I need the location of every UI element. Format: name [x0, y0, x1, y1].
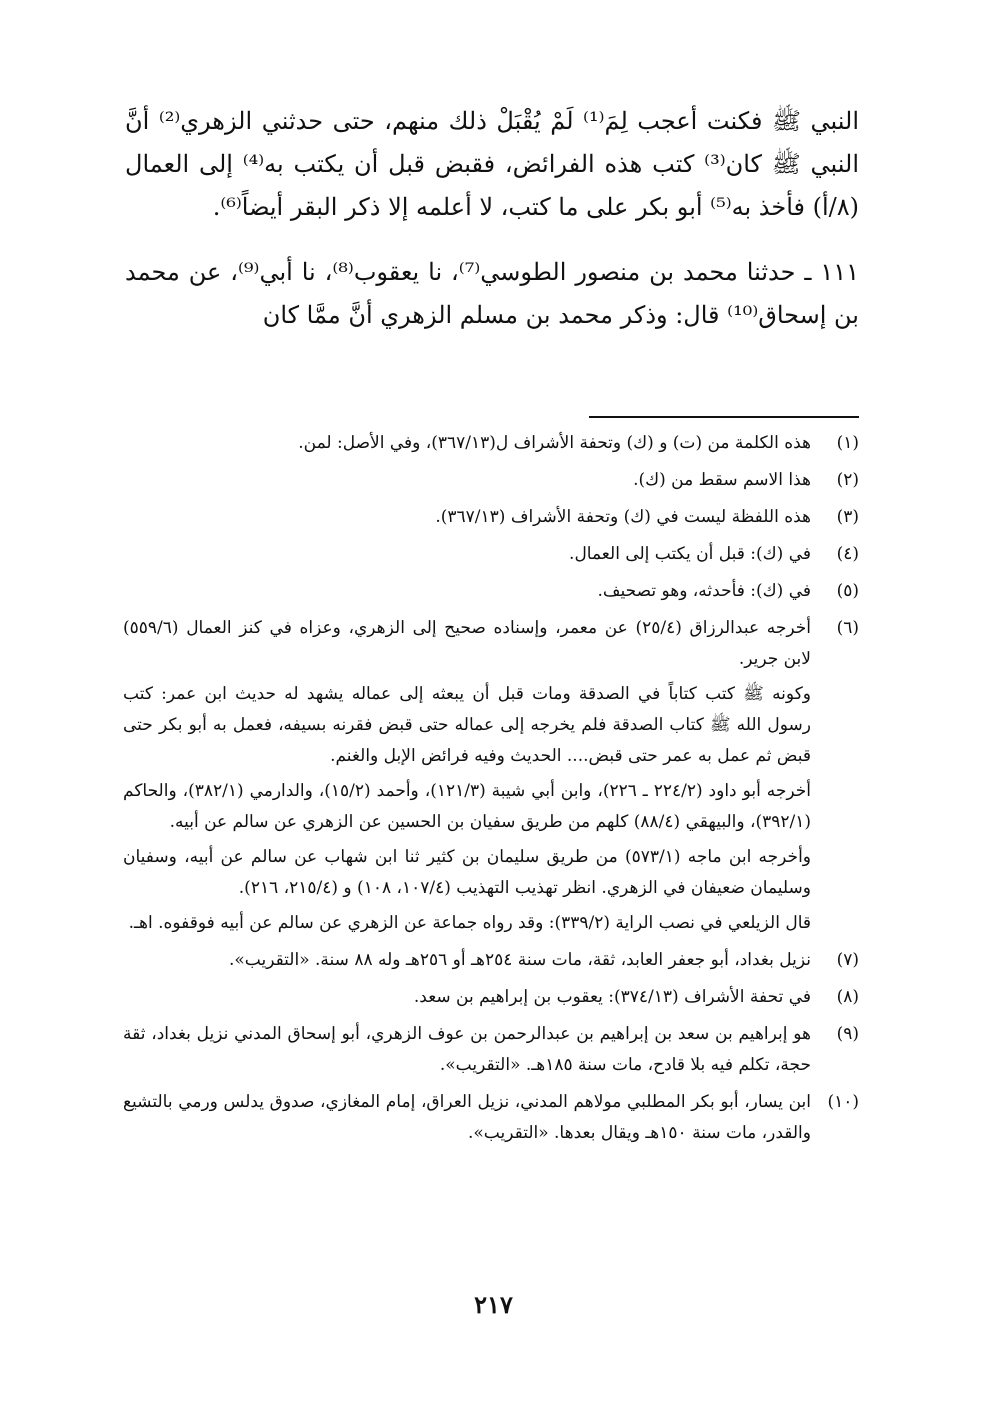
- footnote-separator: [589, 416, 859, 418]
- footnote-1: [123, 428, 859, 459]
- footnotes: [123, 428, 859, 1155]
- footnote-number: (٩): [836, 1024, 859, 1044]
- footnote-text: في (ك): فأحدثه، وهو تصحيف.: [597, 581, 811, 601]
- footnote-text: ابن يسار، أبو بكر المطلبي مولاهم المدني، نزيل العراق، إمام المغازي، صدوق يدلس ورمي بالتشيع والقدر، مات سنة ١٥٠هـ ويقال بعدها. «التقريب».: [123, 1092, 811, 1143]
- footnote-text: في تحفة الأشراف (٣٧٤/١٣): يعقوب بن إبراهيم بن سعد.: [413, 987, 811, 1007]
- footnote-paragraph: قال الزيلعي في نصب الراية (٣٣٩/٢): وقد رواه جماعة عن الزهري عن سالم عن أبيه فوقفوه. اهـ.: [128, 913, 811, 933]
- footnote-number: (٧): [836, 950, 859, 970]
- footnote-5: [123, 576, 859, 607]
- footnote-number: (١٠): [827, 1092, 859, 1112]
- footnote-7: [123, 945, 859, 976]
- main-text: [125, 100, 859, 337]
- footnote-text: هذا الاسم سقط من (ك).: [633, 470, 811, 490]
- footnote-paragraph: وكونه ﷺ كتب كتاباً في الصدقة ومات قبل أن يبعثه إلى عماله يشهد له حديث ابن عمر: كتب رسول الله ﷺ كتاب الصدقة فلم يخرجه إلى عماله حتى قبض فقرنه بسيفه، فعمل به أبو بكر حتى قبض ثم عمل به عمر حتى قبض.... الحديث وفيه فرائض الإبل والغنم.: [123, 684, 811, 766]
- footnote-number: (٣): [836, 507, 859, 527]
- footnote-3: [123, 502, 859, 533]
- page-number: ٢١٧: [474, 1290, 513, 1319]
- footnote-text: هذه الكلمة من (ت) و (ك) وتحفة الأشراف ل(٣٦٧/١٣)، وفي الأصل: لمن.: [298, 433, 811, 453]
- footnote-6: [123, 613, 859, 939]
- footnote-text: هو إبراهيم بن سعد بن إبراهيم بن عبدالرحمن بن عوف الزهري، أبو إسحاق المدني نزيل بغداد، ثقة حجة، تكلم فيه بلا قادح، مات سنة ١٨٥هـ. «التقريب».: [123, 1024, 811, 1075]
- footnote-4: [123, 539, 859, 570]
- footnote-2: [123, 465, 859, 496]
- footnote-8: [123, 982, 859, 1013]
- footnote-number: (١): [836, 433, 859, 453]
- footnote-text: أخرجه عبدالرزاق (٢٥/٤) عن معمر، وإسناده صحيح إلى الزهري، وعزاه في كنز العمال (٥٥٩/٦) لابن جرير.: [123, 618, 811, 669]
- footnote-text: هذه اللفظة ليست في (ك) وتحفة الأشراف (٣٦٧/١٣).: [435, 507, 811, 527]
- footnote-9: [123, 1019, 859, 1081]
- footnote-text: في (ك): قبل أن يكتب إلى العمال.: [569, 544, 811, 564]
- footnote-number: (٥): [836, 581, 859, 601]
- main-paragraph-2: ١١١ ـ حدثنا محمد بن منصور الطوسي⁽⁷⁾، نا يعقوب⁽⁸⁾، نا أبي⁽⁹⁾، عن محمد بن إسحاق⁽¹⁰⁾ قال: وذكر محمد بن مسلم الزهري أنَّ ممَّا كان: [125, 258, 860, 329]
- footnote-number: (٤): [836, 544, 859, 564]
- footnote-text: نزيل بغداد، أبو جعفر العابد، ثقة، مات سنة ٢٥٤هـ أو ٢٥٦هـ وله ٨٨ سنة. «التقريب».: [228, 950, 811, 970]
- footnote-number: (٦): [836, 618, 859, 638]
- footnote-paragraph: أخرجه أبو داود (٢٢٤/٢ ـ ٢٢٦)، وابن أبي شيبة (١٢١/٣)، وأحمد (١٥/٢)، والدارمي (٣٨٢/١)، والحاكم (٣٩٢/١)، والبيهقي (٨٨/٤) كلهم من طريق سفيان بن الحسين عن الزهري عن سالم عن أبيه.: [123, 781, 811, 832]
- footnote-10: [123, 1087, 859, 1149]
- footnote-number: (٨): [836, 987, 859, 1007]
- footnote-number: (٢): [836, 470, 859, 490]
- footnote-paragraph: وأخرجه ابن ماجه (٥٧٣/١) من طريق سليمان بن كثير ثنا ابن شهاب عن سالم عن أبيه، وسفيان وسليمان ضعيفان في الزهري. انظر تهذيب التهذيب (١٠٧/٤، ١٠٨) و (٢١٥/٤، ٢١٦).: [123, 847, 811, 898]
- main-paragraph-1: النبي ﷺ فكنت أعجب لِمَ⁽¹⁾ لَمْ يُقْبَلْ ذلك منهم، حتى حدثني الزهري⁽²⁾ أنَّ النبي ﷺ كان⁽³⁾ كتب هذه الفرائض، فقبض قبل أن يكتب به⁽⁴⁾ إلى العمال (٨/أ) فأخذ به⁽⁵⁾ أبو بكر على ما كتب، لا أعلمه إلا ذكر البقر أيضاً⁽⁶⁾.: [125, 107, 859, 221]
